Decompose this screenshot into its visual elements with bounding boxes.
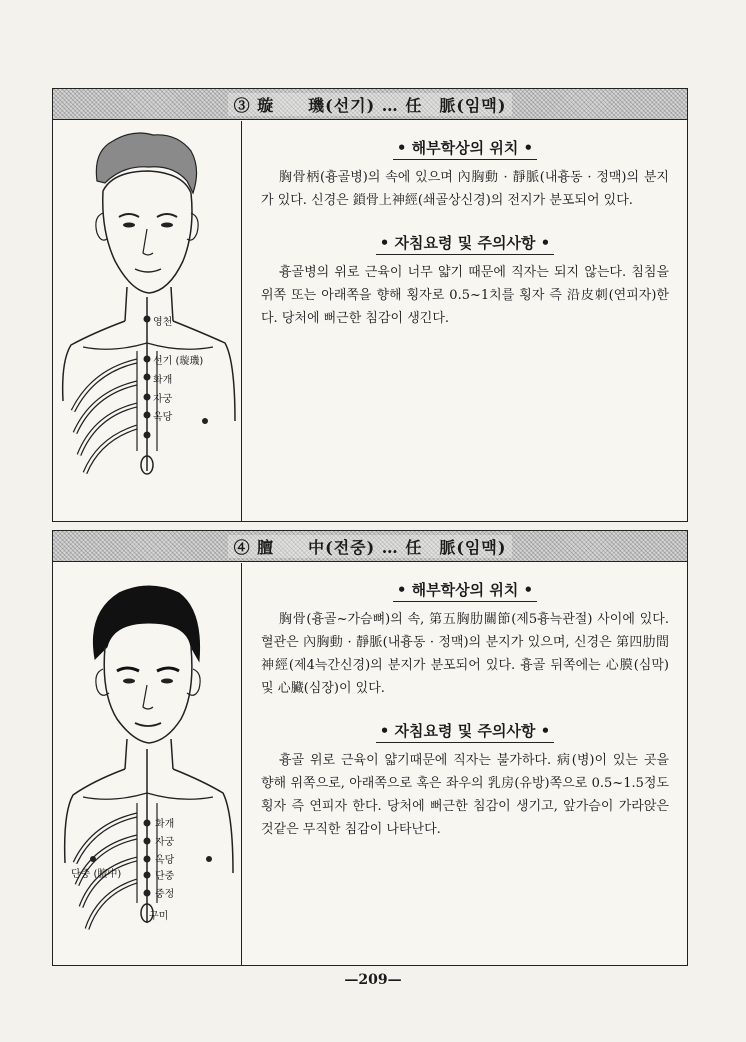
figure-2-drawing	[53, 563, 241, 963]
section-3-needling-text: 흉골병의 위로 근육이 너무 얇기 때문에 직자는 되지 않는다. 침침을 위쪽 또는 아래쪽을 향해 횡자로 0.5~1치를 횡자 즉 沿皮刺(연피자)한다. 당처에 뻐근한 침감이 생긴다.	[261, 265, 669, 326]
point-label-jagung: 자궁	[153, 394, 173, 405]
point-label-yeongcheon: 영천	[153, 317, 173, 328]
section-4-title: ④ 膻 中(전중) … 任 脈(임맥)	[228, 535, 513, 558]
point-label-gumi: 구미	[149, 911, 169, 922]
point-label-hwagae: 화개	[155, 819, 175, 830]
section-4-needling-heading: • 자침요령 및 주의사항 •	[261, 720, 669, 741]
point-label-hwagae: 화개	[153, 375, 173, 386]
section-4-illustration	[53, 563, 242, 965]
figure-1-drawing	[53, 121, 241, 519]
point-label-jagung: 자궁	[155, 837, 175, 848]
section-3-anatomy-heading: • 해부학상의 위치 •	[261, 137, 669, 158]
section-4-anatomy-heading: • 해부학상의 위치 •	[261, 579, 669, 600]
section-3-anatomy-text: 胸骨柄(흉골병)의 속에 있으며 內胸動 · 靜脈(내흉동 · 정맥)의 분지가 있다. 신경은 鎖骨上神經(쇄골상신경)의 전지가 분포되어 있다.	[261, 170, 669, 208]
point-label-danjung: 단중	[155, 871, 175, 882]
section-3-header	[53, 89, 687, 120]
section-4-text	[243, 563, 687, 965]
point-label-seongi: 선기 (璇璣)	[153, 356, 204, 367]
section-3-text	[243, 121, 687, 521]
section-4-needling-text: 흉골 위로 근육이 얇기때문에 직자는 불가하다. 病(병)이 있는 곳을 향해 위쪽으로, 아래쪽으로 혹은 좌우의 乳房(유방)쪽으로 0.5~1.5정도 횡자 즉 연피자 한다. 당처에 뻐근한 침감이 생기고, 앞가슴이 가라앉은 것같은 무직한 침감이 나타난다.	[261, 753, 669, 837]
point-label-danjung-left: 단중 (膻中)	[71, 869, 122, 880]
section-3-title: ③ 璇 璣(선기) … 任 脈(임맥)	[228, 93, 513, 116]
section-3-box	[52, 88, 688, 522]
section-3-illustration	[53, 121, 242, 521]
point-label-okdang: 옥당	[153, 412, 173, 423]
point-label-jungjeong: 중정	[155, 889, 175, 900]
section-4-anatomy-text: 胸骨(흉골~가슴뼈)의 속, 第五胸肋關節(제5흉늑관절) 사이에 있다. 혈관은 內胸動 · 靜脈(내흉동 · 정맥)의 분지가 있으며, 신경은 第四肋間神經(제4늑간신경)의 분지가 분포되어 있다. 흉골 뒤쪽에는 心膜(심막) 및 心臟(심장)이 있다.	[261, 612, 669, 696]
section-4-header	[53, 531, 687, 562]
page-number: —209—	[344, 972, 402, 988]
section-4-box	[52, 530, 688, 966]
section-3-needling-heading: • 자침요령 및 주의사항 •	[261, 232, 669, 253]
point-label-okdang: 옥당	[155, 855, 175, 866]
